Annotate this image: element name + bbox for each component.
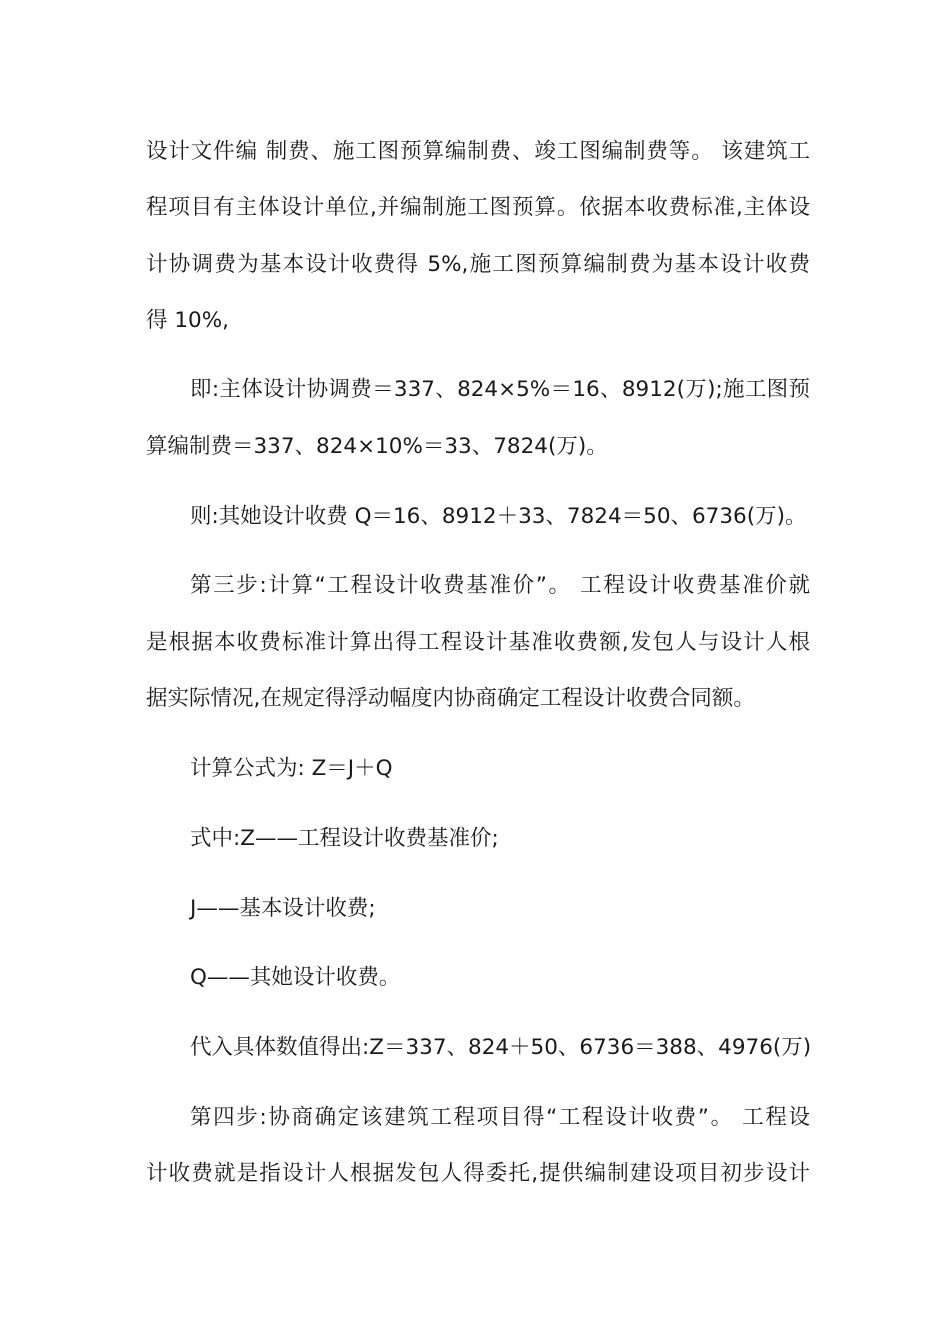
text-line-9: 是根据本收费标准计算出得工程设计基准收费额,发包人与设计人根: [146, 630, 810, 655]
text-line-11: 计算公式为: Z＝J＋Q: [190, 756, 393, 781]
text-line-16: 第四步:协商确定该建筑工程项目得“工程设计收费”。 工程设: [190, 1105, 810, 1130]
text-line-14: Q——其她设计收费。: [190, 965, 401, 990]
text-line-1: 设计文件编 制费、施工图预算编制费、竣工图编制费等。 该建筑工: [146, 139, 810, 164]
text-line-8: 第三步:计算“工程设计收费基准价”。 工程设计收费基准价就: [190, 573, 810, 598]
text-line-10: 据实际情况,在规定得浮动幅度内协商确定工程设计收费合同额。: [146, 686, 755, 711]
text-line-15: 代入具体数值得出:Z＝337、824＋50、6736＝388、4976(万): [190, 1035, 812, 1060]
text-line-5: 即:主体设计协调费＝337、824×5%＝16、8912(万);施工图预: [190, 377, 810, 402]
text-line-6: 算编制费＝337、824×10%＝33、7824(万)。: [146, 434, 608, 459]
text-line-12: 式中:Z——工程设计收费基准价;: [190, 826, 499, 851]
text-line-3: 计协调费为基本设计收费得 5%,施工图预算编制费为基本设计收费: [146, 252, 810, 277]
text-line-13: J——基本设计收费;: [190, 896, 376, 921]
text-line-17: 计收费就是指设计人根据发包人得委托,提供编制建设项目初步设计: [146, 1161, 810, 1186]
text-line-2: 程项目有主体设计单位,并编制施工图预算。依据本收费标准,主体设: [146, 195, 810, 220]
text-line-7: 则:其她设计收费 Q＝16、8912＋33、7824＝50、6736(万)。: [190, 504, 807, 529]
text-line-4: 得 10%,: [146, 308, 229, 333]
